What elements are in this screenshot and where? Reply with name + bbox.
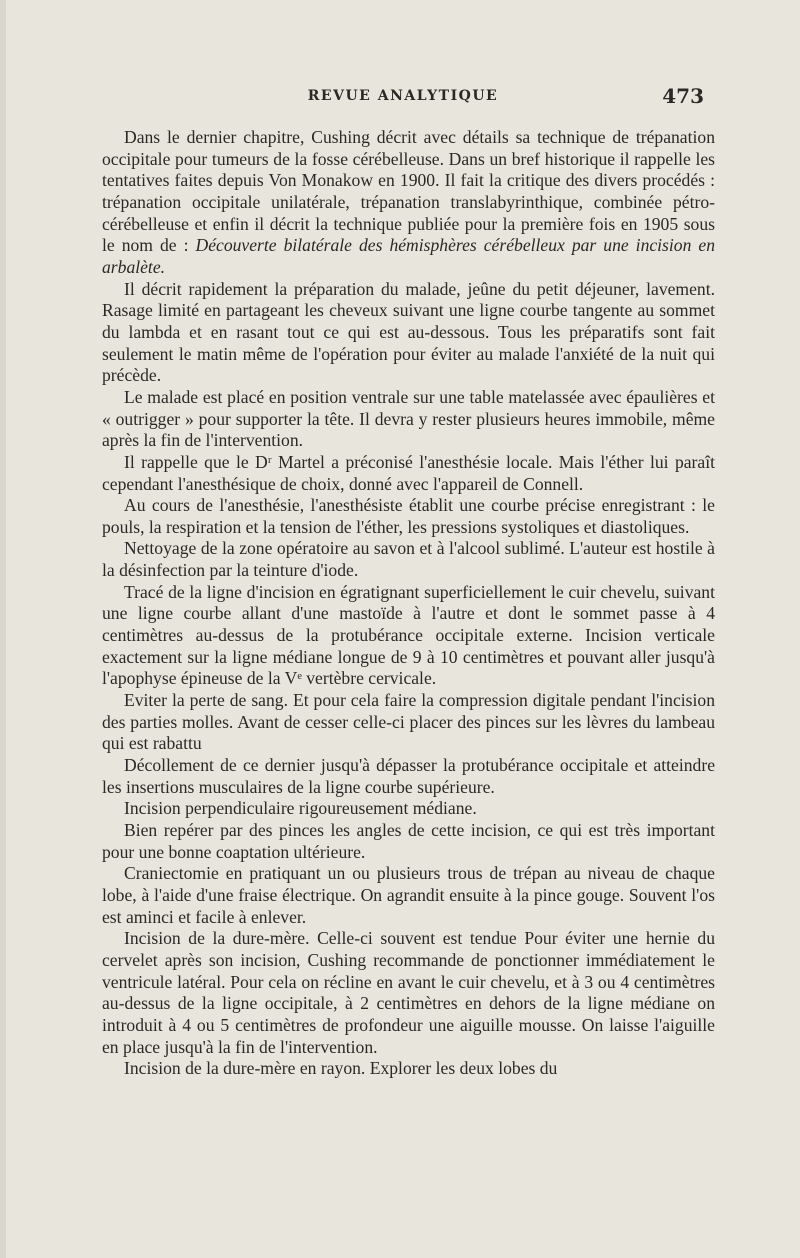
paragraph-7: Tracé de la ligne d'incision en égratignant superficiellement le cuir chevelu, suivant une ligne courbe allant d'une mastoïde à l'autre et dont le sommet passe à 4 centimètres au-dessus de la protubérance occipitale externe. Incision verticale exactement sur la ligne médiane longue de 9 à 10 centimètres et pouvant aller jusqu'à l'apophyse épineuse de la Vᵉ vertèbre cervicale.: [102, 581, 715, 689]
page-header: [102, 84, 704, 108]
paragraph-5: Au cours de l'anesthésie, l'anesthésiste établit une courbe précise enregistrant : le pouls, la respiration et la tension de l'éther, les pressions systoliques et diastoliques.: [102, 495, 715, 537]
paragraph-2: Il décrit rapidement la préparation du malade, jeûne du petit déjeuner, lavement. Rasage limité en partageant les cheveux suivant une ligne courbe tangente au sommet du lambda et en rasant tout ce qui est au-dessous. Tous les préparatifs sont fait seulement le matin même de l'opération pour éviter au malade l'anxiété de la nuit qui précède.: [102, 278, 715, 386]
paragraph-10: Incision perpendiculaire rigoureusement médiane.: [124, 798, 477, 819]
article-body: [102, 127, 715, 1080]
paragraph-13: Incision de la dure-mère. Celle-ci souvent est tendue Pour éviter une hernie du cervelet après son incision, Cushing recommande de ponctionner immédiatement le ventricule latéral. Pour cela on récline en avant le cuir chevelu, et à 3 ou 4 centimètres au-dessus de la ligne occipitale, à 2 centimètres en dehors de la ligne médiane on introduit à 4 ou 5 centimètres de profondeur une aiguille mousse. On laisse l'aiguille en place jusqu'à la fin de l'intervention.: [102, 928, 715, 1057]
paragraph-14: Incision de la dure-mère en rayon. Explorer les deux lobes du: [124, 1058, 558, 1079]
running-title: REVUE ANALYTIQUE: [307, 88, 499, 104]
paragraph-1-text: Dans le dernier chapitre, Cushing décrit avec détails sa technique de trépanation occipitale pour tumeurs de la fosse cérébelleuse. Dans un bref historique il rappelle les tentatives faites depuis Von Monakow en 1900. Il fait la critique des divers procédés : trépanation occipitale unilatérale, trépanation translabyrinthique, combinée pétro-cérébelleuse et enfin il décrit la technique publiée pour la première fois en 1905 sous le nom de :: [102, 127, 715, 256]
paragraph-6: Nettoyage de la zone opératoire au savon et à l'alcool sublimé. L'auteur est hostile à la désinfection par la teinture d'iode.: [102, 538, 715, 581]
paragraph-4: Il rappelle que le Dʳ Martel a préconisé l'anesthésie locale. Mais l'éther lui paraît cependant l'anesthésique de choix, donné avec l'appareil de Connell.: [102, 451, 715, 494]
paragraph-8: Eviter la perte de sang. Et pour cela faire la compression digitale pendant l'incision des parties molles. Avant de cesser celle-ci placer des pinces sur les lèvres du lambeau qui est rabattu: [102, 690, 715, 754]
paragraph-1: [102, 127, 715, 279]
paragraph-1-italic-title: Découverte bilatérale des hémisphères cérébelleux par une incision en arbalète.: [102, 235, 715, 277]
paragraph-9: Décollement de ce dernier jusqu'à dépasser la protubérance occipitale et atteindre les insertions musculaires de la ligne courbe supérieure.: [102, 755, 715, 797]
paragraph-12: Craniectomie en pratiquant un ou plusieurs trous de trépan au niveau de chaque lobe, à l'aide d'une fraise électrique. On agrandit ensuite à la pince gouge. Souvent l'os est aminci et facile à enlever.: [102, 863, 715, 927]
page-number: 473: [662, 84, 704, 108]
paragraph-3: Le malade est placé en position ventrale sur une table matelassée avec épaulières et « outrigger » pour supporter la tête. Il devra y rester plusieurs heures immobile, même après la fin de l'intervention.: [102, 386, 715, 451]
paragraph-11: Bien repérer par des pinces les angles de cette incision, ce qui est très important pour une bonne coaptation ultérieure.: [102, 820, 715, 862]
